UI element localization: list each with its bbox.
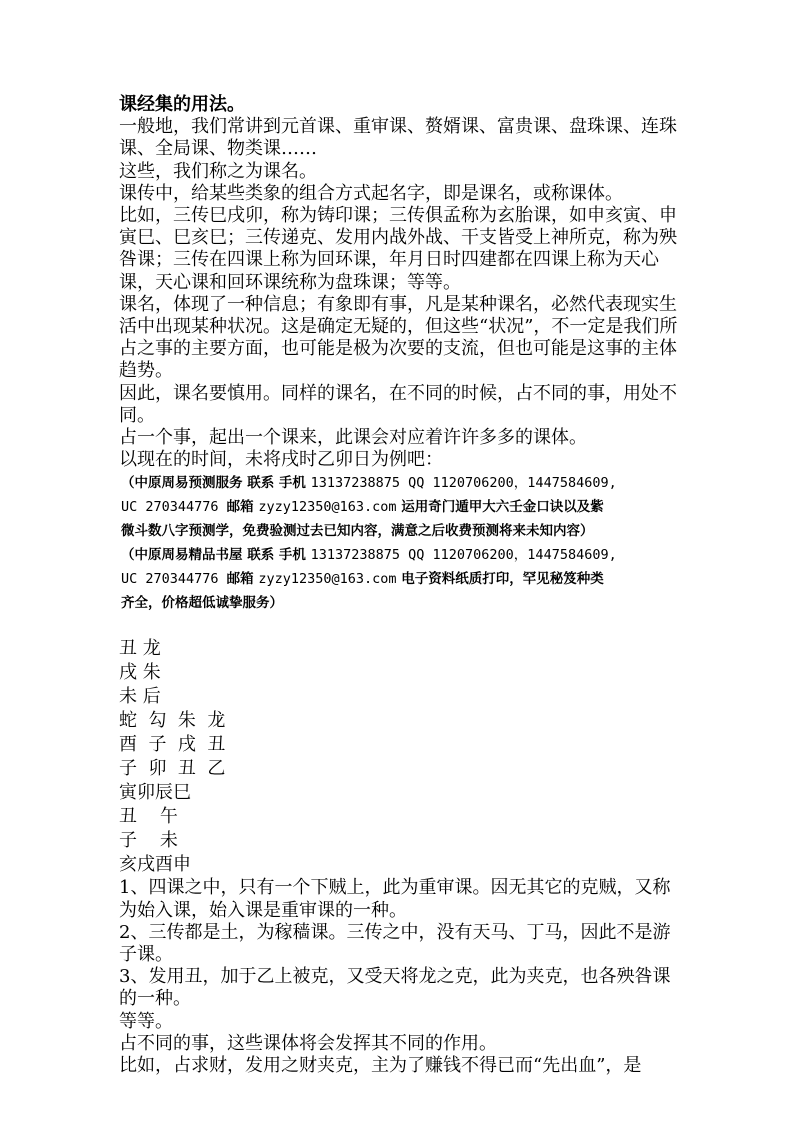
note-paragraph: 3、发用丑，加于乙上被克，又受天将龙之克，此为夹克，也各殃咎课的一种。: [119, 966, 671, 1010]
note-paragraph: 占不同的事，这些课体将会发挥其不同的作用。: [119, 1032, 497, 1054]
lesson-chart: [119, 637, 679, 877]
intro-paragraph: 课传中，给某些类象的组合方式起名字，即是课名，或称课体。: [119, 182, 623, 204]
phone-number: 13137238875: [310, 475, 401, 492]
intro-paragraph: 比如，三传巳戌卯，称为铸印课；三传俱孟称为玄胎课，如申亥寅、申寅巳、巳亥巳；三传递克、发用内战外战、干支皆受上神所克，称为殃咎课；三传在四课上称为回环课，年月日时四建都在四课上称为天心课，天心课和回环课统称为盘珠课；等等。: [119, 205, 677, 293]
chart-line: 子 未: [119, 830, 178, 852]
advert-block: （中原周易精品书屋 联系 手机 13137238875 QQ 1120706200，1447584609, UC 270344776 邮箱 zyzy12350@163.com 电子资料纸质打印，罕见秘笈种类 齐全，价格超低诚挚服务）: [121, 547, 617, 612]
intro-paragraph: 这些，我们称之为课名。: [119, 160, 317, 182]
email-address: zyzy12350@163.com: [258, 571, 397, 588]
qq-number: 1120706200，1447584609,: [432, 547, 617, 564]
intro-paragraph: 以现在的时间，未将戌时乙卯日为例吧：: [119, 449, 443, 471]
intro-paragraph: 课名，体现了一种信息；有象即有事，凡是某种课名，必然代表现实生活中出现某种状况。这是确定无疑的，但这些“状况”，不一定是我们所占之事的主要方面，也可能是极为次要的支流，但也可能是这事的主体趋势。: [119, 293, 678, 382]
chart-line: 戌 朱: [119, 662, 161, 684]
chart-line: 蛇 勾 朱 龙: [119, 710, 226, 732]
email-address: zyzy12350@163.com: [258, 499, 397, 516]
chart-line: 酉 子 戌 丑: [119, 734, 226, 756]
intro-paragraph: 一般地，我们常讲到元首课、重审课、赘婿课、富贵课、盘珠课、连珠课、全局课、物类课……: [119, 116, 677, 160]
chart-line: 丑 龙: [119, 638, 161, 660]
chart-line: 未 后: [119, 686, 161, 708]
document-page: [119, 94, 679, 1077]
chart-line: 丑 午: [119, 806, 178, 828]
intro-paragraph: 因此，课名要慎用。同样的课名，在不同的时候，占不同的事，用处不同。: [119, 382, 677, 426]
note-paragraph: 比如，占求财，发用之财夹克，主为了赚钱不得已而“先出血”，是: [119, 1055, 642, 1077]
qq-number: 1120706200，1447584609,: [432, 475, 617, 492]
note-paragraph: 等等。: [119, 1010, 173, 1032]
chart-line: 亥戌酉申: [119, 854, 191, 876]
chart-line: 寅卯辰巳: [119, 782, 191, 804]
advert-block: （中原周易预测服务 联系 手机 13137238875 QQ 1120706200，1447584609, UC 270344776 邮箱 zyzy12350@163.com 运用奇门遁甲大六壬金口诀以及紫 微斗数八字预测学，免费验测过去已知内容，满意之后收费预测将来未知内容）: [121, 475, 617, 540]
document-title: 课经集的用法。: [119, 94, 245, 115]
phone-number: 13137238875: [310, 547, 401, 564]
intro-paragraph: 占一个事，起出一个课来，此课会对应着许许多多的课体。: [119, 427, 587, 449]
note-paragraph: 2、三传都是土，为稼穑课。三传之中，没有天马、丁马，因此不是游子课。: [119, 921, 671, 966]
chart-line: 子 卯 丑 乙: [119, 758, 226, 780]
note-paragraph: 1、四课之中，只有一个下贼上，此为重审课。因无其它的克贼，又称为始入课，始入课是重审课的一种。: [119, 877, 671, 921]
